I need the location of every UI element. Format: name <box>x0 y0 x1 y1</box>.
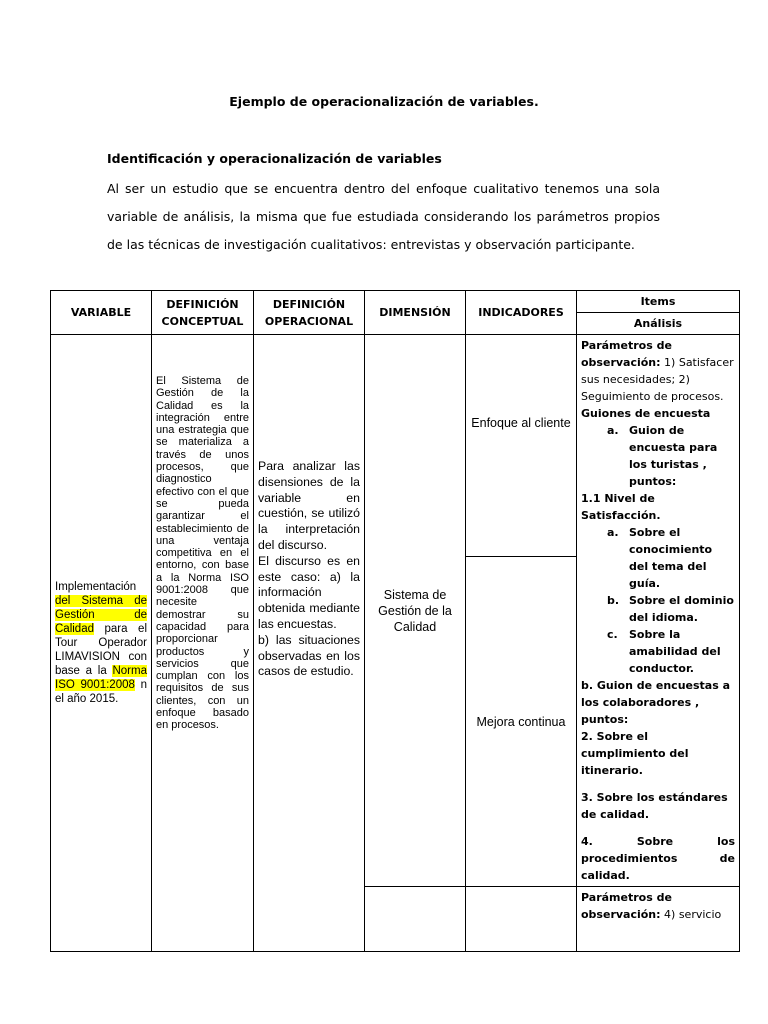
items-sub-b: b. Sobre el dominio del idioma. <box>607 594 734 624</box>
header-items: Items <box>577 291 740 313</box>
conceptual-definition-cell: El Sistema de Gestión de la Calidad es la integración entre una estrategia que se materializa a través de unos procesos, que diagnostico efectivo con el que se pueda garantizar el establecimiento de una ventaja competitiva en el entorno, con base a la Norma ISO 9001:2008 que necesite demostrar su capacidad para proporcionar productos y servicios que cumplan con los requisitos de sus clientes, con un enfoque basado en procesos. <box>152 335 254 952</box>
operational-text-3: b) las situaciones observadas en los casos de estudio. <box>258 632 360 679</box>
indicator-enfoque-cliente: Enfoque al cliente <box>466 335 577 557</box>
header-variable: VARIABLE <box>51 291 152 335</box>
variable-text-pre: Implementación <box>55 581 137 593</box>
dimension-empty-cell <box>365 887 466 952</box>
header-indicators: INDICADORES <box>466 291 577 335</box>
items-point-2: 2. Sobre el cumplimiento del itinerario. <box>581 730 689 777</box>
indicator-mejora-continua: Mejora continua <box>466 557 577 887</box>
items-point-3: 3. Sobre los estándares de calidad. <box>581 791 728 821</box>
variable-highlight-system: del Sistema de Gestión de Calidad <box>55 595 147 635</box>
document-title: Ejemplo de operacionalización de variables. <box>229 94 539 109</box>
dimension-cell: Sistema de Gestión de la Calidad <box>365 335 466 887</box>
variable-text-post: n el año 2015. <box>55 679 147 705</box>
items-observation-params: Parámetros de observación: 1) Satisfacer sus necesidades; 2) Seguimiento de procesos. <box>581 339 734 403</box>
operational-text-2: El discurso es en este caso: a) la información obtenida mediante las encuestas. <box>258 553 360 631</box>
operational-definition-cell <box>254 335 365 952</box>
header-dimension: DIMENSIÓN <box>365 291 466 335</box>
items-analysis-cell <box>577 335 740 887</box>
section-heading: Identificación y operacionalización de variables <box>107 151 442 166</box>
header-operational-definition: DEFINICIÓN OPERACIONAL <box>254 291 365 335</box>
items-analysis-cell-2: Parámetros de observación: 4) servicio <box>577 887 740 952</box>
operationalization-table <box>50 290 740 952</box>
items-sub-c: c. Sobre la amabilidad del conductor. <box>607 628 721 675</box>
operational-text-1: Para analizar las disensiones de la variable en cuestión, se utilizó la interpretación del discurso. <box>258 459 360 552</box>
variable-highlight-norma: Norma ISO 9001:2008 <box>55 665 147 691</box>
header-analysis: Análisis <box>577 313 740 335</box>
items-sub-a: a. Sobre el conocimiento del tema del guía. <box>607 526 713 590</box>
intro-paragraph: Al ser un estudio que se encuentra dentro del enfoque cualitativo tenemos una sola variable de análisis, la misma que fue estudiada considerando los parámetros propios de las técnicas de investigación cualitativos: entrevistas y observación participante. <box>107 181 660 252</box>
header-conceptual-definition: DEFINICIÓN CONCEPTUAL <box>152 291 254 335</box>
items-collaborator-script: b. Guion de encuestas a los colaboradores , puntos: <box>581 679 731 726</box>
items-satisfaction-level: 1.1 Nivel de Satisfacción. <box>581 492 661 522</box>
variable-cell <box>51 335 152 952</box>
items-tourist-script: a. Guion de encuesta para los turistas , puntos: <box>607 424 718 488</box>
items-survey-scripts: Guiones de encuesta <box>581 407 711 420</box>
items-point-4: 4. Sobre los procedimientos de calidad. <box>581 835 735 882</box>
variable-text-mid: para el Tour Operador LIMAVISION con base a la <box>55 623 147 677</box>
indicator-empty-cell <box>466 887 577 952</box>
